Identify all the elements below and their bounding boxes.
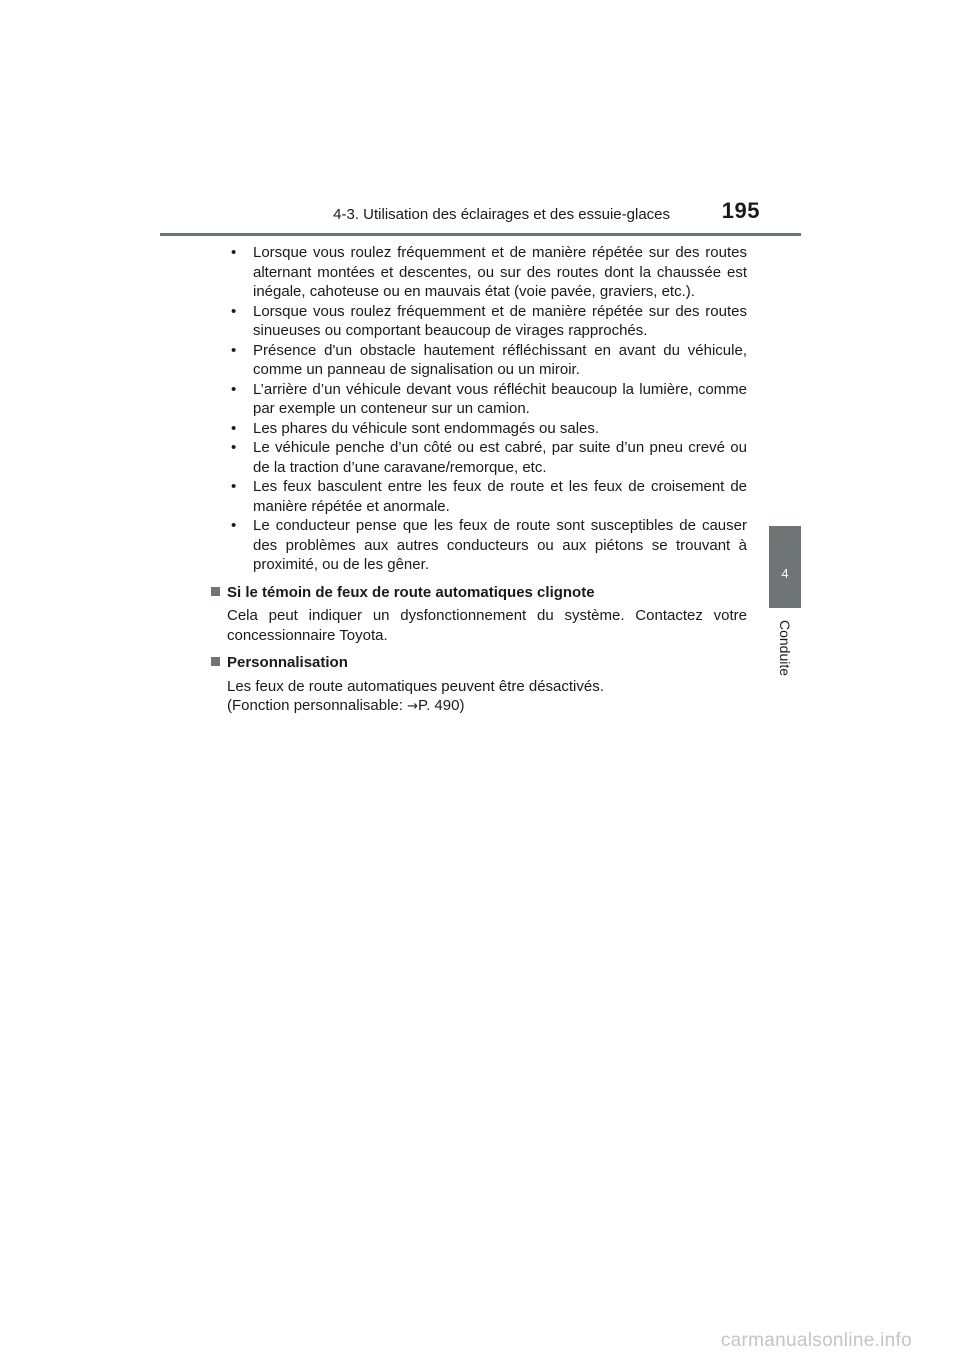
section-heading-text: Personnalisation bbox=[227, 654, 348, 671]
bullet-dot: • bbox=[231, 439, 237, 456]
list-item bbox=[211, 341, 747, 380]
chapter-side-label bbox=[770, 618, 800, 678]
personalization-section bbox=[211, 653, 747, 717]
list-item bbox=[211, 302, 747, 341]
bullet-dot: • bbox=[231, 244, 237, 261]
bullet-dot: • bbox=[231, 302, 237, 320]
page-number: 195 bbox=[721, 198, 760, 223]
list-item-text: Le conducteur pense que les feux de route sont susceptibles de causer des problèmes aux autres conducteurs ou aux piétons se trouvant à proximité, ou de les gêner. bbox=[253, 517, 747, 573]
section-body bbox=[211, 606, 747, 645]
header-divider bbox=[160, 233, 801, 236]
chapter-tab bbox=[769, 526, 801, 608]
list-item-text: Lorsque vous roulez fréquemment et de manière répétée sur des routes sinueuses ou comportant beaucoup de virages rapprochés. bbox=[253, 302, 747, 339]
reference-prefix: (Fonction personnalisable: bbox=[227, 697, 408, 714]
blinking-indicator-section bbox=[211, 583, 747, 646]
watermark: carmanualsonline.info bbox=[720, 1330, 912, 1351]
section-heading bbox=[211, 653, 747, 673]
bullet-dot: • bbox=[231, 517, 237, 534]
chapter-side-label-text: Conduite bbox=[777, 619, 793, 677]
list-item bbox=[211, 380, 747, 419]
square-bullet-icon bbox=[211, 657, 220, 666]
bullet-dot: • bbox=[231, 419, 237, 437]
bullet-dot: • bbox=[231, 341, 237, 359]
page-content bbox=[211, 243, 747, 717]
section-heading-text: Si le témoin de feux de route automatiques clignote bbox=[227, 583, 595, 601]
reference-page-link[interactable]: P. 490) bbox=[418, 697, 465, 714]
list-item-text: Les feux basculent entre les feux de route et les feux de croisement de manière répétée et anormale. bbox=[253, 478, 747, 515]
bullet-dot: • bbox=[231, 478, 237, 495]
list-item-text: Les phares du véhicule sont endommagés ou sales. bbox=[253, 419, 600, 437]
list-item bbox=[211, 243, 747, 302]
list-item-text: Le véhicule penche d’un côté ou est cabré, par suite d’un pneu crevé ou de la traction d’une caravane/remorque, etc. bbox=[253, 439, 747, 476]
section-paragraph: Cela peut indiquer un dysfonctionnement du système. Contactez votre concessionnaire Toyota. bbox=[227, 607, 747, 644]
section-paragraph: Les feux de route automatiques peuvent être désactivés. bbox=[227, 677, 604, 695]
section-body bbox=[211, 677, 747, 717]
chapter-tab-number: 4 bbox=[781, 566, 789, 581]
page-header bbox=[160, 196, 800, 234]
list-item bbox=[211, 419, 747, 439]
square-bullet-icon bbox=[211, 587, 220, 596]
list-item bbox=[211, 477, 747, 516]
chapter-title: 4-3. Utilisation des éclairages et des essuie-glaces bbox=[333, 206, 670, 223]
list-item-text: Lorsque vous roulez fréquemment et de manière répétée sur des routes alternant montées et descentes, ou sur des routes dont la chaussée est inégale, cahoteuse ou en mauvais état (voie pavée, graviers, etc.). bbox=[253, 244, 747, 300]
arrow-right-icon: → bbox=[407, 699, 419, 714]
list-item bbox=[211, 438, 747, 477]
list-item bbox=[211, 516, 747, 575]
list-item-text: Présence d'un obstacle hautement réfléchissant en avant du véhicule, comme un panneau de signalisation ou un miroir. bbox=[253, 341, 747, 378]
page-reference[interactable] bbox=[227, 696, 747, 717]
bullet-dot: • bbox=[231, 380, 237, 398]
list-item-text: L’arrière d’un véhicule devant vous réfléchit beaucoup la lumière, comme par exemple un conteneur sur un camion. bbox=[253, 380, 747, 417]
conditions-list bbox=[211, 243, 747, 575]
section-heading bbox=[211, 583, 747, 603]
